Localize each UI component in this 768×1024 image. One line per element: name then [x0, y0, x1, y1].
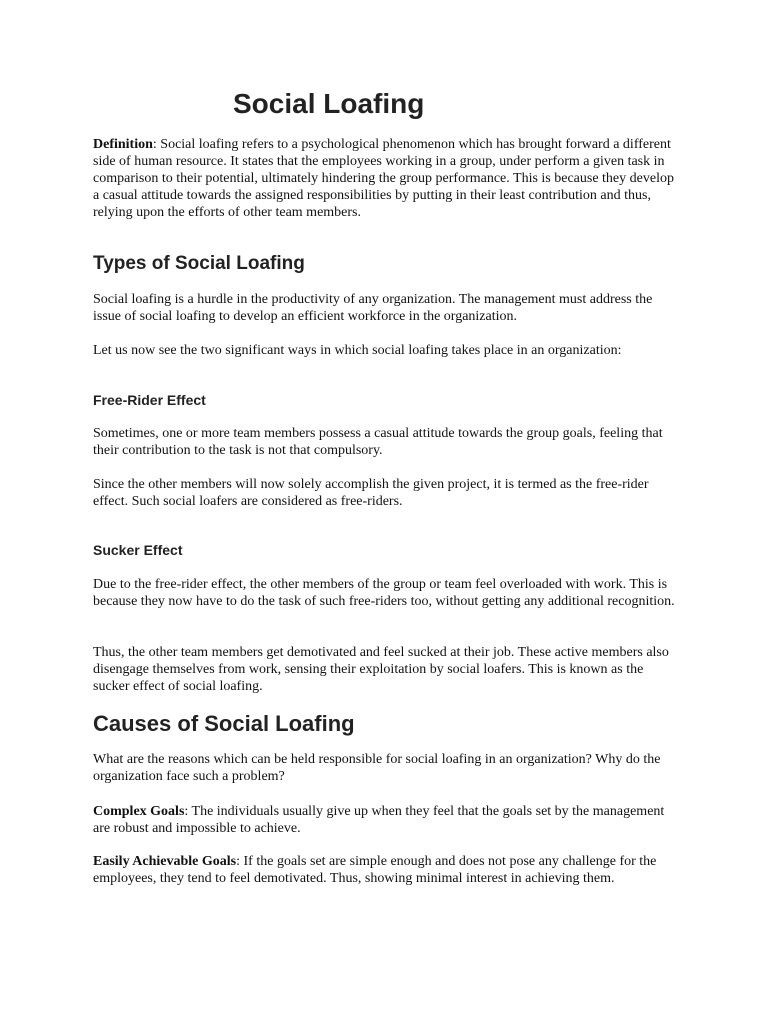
complex-goals-term: Complex Goals: [93, 804, 185, 819]
free-rider-paragraph-2: Since the other members will now solely accomplish the given project, it is termed as the free-rider effect. Such social loafers are considered as free-riders.: [93, 477, 649, 509]
page-title: Social Loafing: [233, 88, 425, 119]
causes-heading: Causes of Social Loafing: [93, 711, 355, 736]
sucker-paragraph-1: Due to the free-rider effect, the other members of the group or team feel overloaded with work. This is because they now have to do the task of such free-riders too, without getting any additional recognition.: [93, 577, 675, 609]
free-rider-heading: Free-Rider Effect: [93, 392, 206, 408]
complex-goals-text: : The individuals usually give up when they feel that the goals set by the management are robust and impossible to achieve.: [93, 804, 665, 836]
easy-goals-term: Easily Achievable Goals: [93, 854, 237, 869]
definition-paragraph: [93, 136, 683, 221]
definition-term: Definition: [93, 137, 153, 152]
types-paragraph-1: Social loafing is a hurdle in the productivity of any organization. The management must address the issue of social loafing to develop an efficient workforce in the organization.: [93, 292, 653, 324]
types-heading: Types of Social Loafing: [93, 253, 305, 274]
causes-intro-paragraph: What are the reasons which can be held responsible for social loafing in an organization? Why do the organization face such a problem?: [93, 752, 661, 784]
sucker-heading: Sucker Effect: [93, 542, 183, 558]
definition-text: : Social loafing refers to a psychological phenomenon which has brought forward a different side of human resource. It states that the employees working in a group, under perform a given task in comparison to their potential, ultimately hindering the group performance. This is because they develop a casual attitude towards the assigned responsibilities by putting in their least contribution and thus, relying upon the efforts of other team members.: [93, 137, 674, 220]
types-paragraph-2: Let us now see the two significant ways in which social loafing takes place in an organization:: [93, 343, 622, 358]
complex-goals-paragraph: [93, 803, 683, 837]
sucker-paragraph-2: Thus, the other team members get demotivated and feel sucked at their job. These active members also disengage themselves from work, sensing their exploitation by social loafers. This is known as the sucker effect of social loafing.: [93, 645, 669, 694]
easy-goals-paragraph: [93, 853, 683, 887]
free-rider-paragraph-1: Sometimes, one or more team members possess a casual attitude towards the group goals, feeling that their contribution to the task is not that compulsory.: [93, 426, 663, 458]
easy-goals-text: : If the goals set are simple enough and does not pose any challenge for the employees, they tend to feel demotivated. Thus, showing minimal interest in achieving them.: [93, 854, 657, 886]
